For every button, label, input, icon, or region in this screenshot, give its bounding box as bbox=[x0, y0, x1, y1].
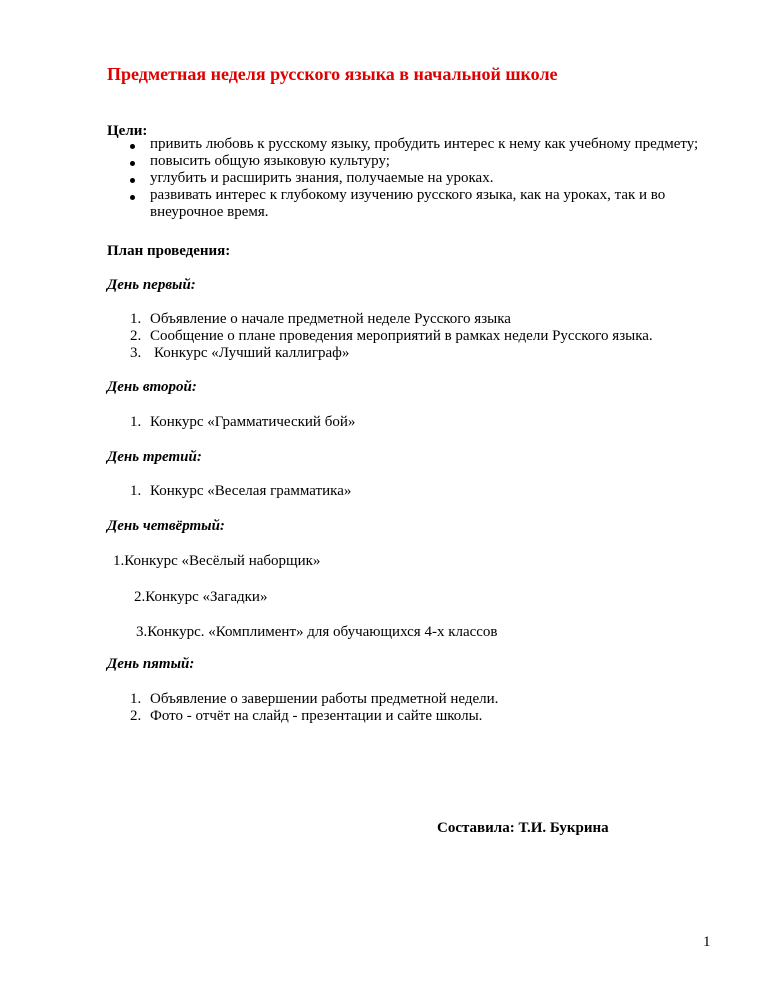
list-item: 3.Конкурс. «Комплимент» для обучающихся 4-х классов bbox=[136, 624, 498, 640]
list-number: 1. bbox=[130, 691, 142, 707]
list-number: 3. bbox=[130, 345, 142, 361]
list-item: Конкурс «Грамматический бой» bbox=[150, 414, 356, 430]
list-item: 2.Конкурс «Загадки» bbox=[134, 589, 268, 605]
list-item: Фото - отчёт на слайд - презентации и сайте школы. bbox=[150, 708, 483, 724]
list-number: 2. bbox=[130, 708, 142, 724]
list-item: 1.Конкурс «Весёлый наборщик» bbox=[113, 553, 321, 569]
list-item: Сообщение о плане проведения мероприятий в рамках недели Русского языка. bbox=[150, 328, 653, 344]
page-title: Предметная неделя русского языка в начальной школе bbox=[107, 64, 558, 84]
signature: Составила: Т.И. Букрина bbox=[437, 820, 609, 836]
bullet-icon bbox=[130, 161, 135, 166]
plan-heading: План проведения: bbox=[107, 243, 231, 259]
day1-heading: День первый: bbox=[107, 277, 196, 293]
list-item: Конкурс «Веселая грамматика» bbox=[150, 483, 352, 499]
goal-item-continuation: внеурочное время. bbox=[150, 204, 269, 220]
list-number: 1. bbox=[130, 414, 142, 430]
goal-item: повысить общую языковую культуру; bbox=[150, 153, 390, 169]
list-item: Конкурс «Лучший каллиграф» bbox=[154, 345, 350, 361]
day5-heading: День пятый: bbox=[107, 656, 195, 672]
list-item: Объявление о завершении работы предметной недели. bbox=[150, 691, 499, 707]
goals-heading: Цели: bbox=[107, 123, 148, 139]
list-number: 1. bbox=[130, 483, 142, 499]
bullet-icon bbox=[130, 178, 135, 183]
bullet-icon bbox=[130, 144, 135, 149]
list-number: 2. bbox=[130, 328, 142, 344]
bullet-icon bbox=[130, 195, 135, 200]
goal-item: развивать интерес к глубокому изучению русского языка, как на уроках, так и во bbox=[150, 187, 666, 203]
goal-item: углубить и расширить знания, получаемые на уроках. bbox=[150, 170, 494, 186]
list-number: 1. bbox=[130, 311, 142, 327]
page-number: 1 bbox=[703, 934, 711, 950]
goal-item: привить любовь к русскому языку, пробудить интерес к нему как учебному предмету; bbox=[150, 136, 699, 152]
day3-heading: День третий: bbox=[107, 449, 202, 465]
day2-heading: День второй: bbox=[107, 379, 197, 395]
list-item: Объявление о начале предметной неделе Русского языка bbox=[150, 311, 511, 327]
day4-heading: День четвёртый: bbox=[107, 518, 225, 534]
